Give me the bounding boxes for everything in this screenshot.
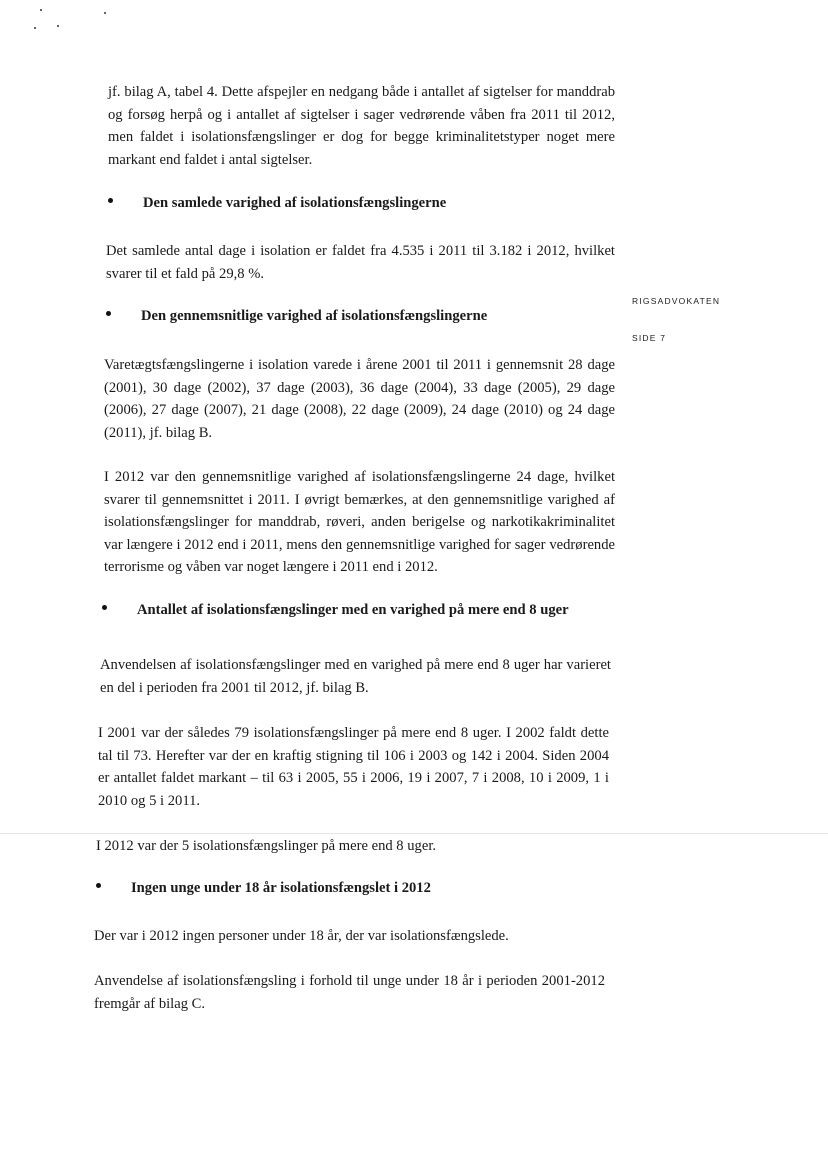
- paragraph: Der var i 2012 ingen personer under 18 år, der var isolationsfængslede.: [94, 928, 509, 944]
- section-heading-text: Ingen unge under 18 år isolationsfængslet i 2012: [131, 880, 431, 896]
- section-heading: [96, 880, 431, 897]
- section-heading-text: Den samlede varighed af isolationsfængslingerne: [143, 195, 447, 211]
- paragraph: I 2001 var der således 79 isolationsfængslinger på mere end 8 uger. I 2002 faldt dette tal til 73. Herefter var der en kraftig stigning til 106 i 2003 og 142 i 2004. Siden 2004 er antallet faldet markant – til 63 i 2005, 55 i 2006, 19 i 2007, 7 i 2008, 10 i 2009, 1 i 2010 og 5 i 2011.: [98, 725, 609, 809]
- section-heading: [106, 308, 487, 325]
- paragraph: Anvendelsen af isolationsfængslinger med en varighed på mere end 8 uger har varieret en del i perioden fra 2001 til 2012, jf. bilag B.: [100, 657, 611, 696]
- scan-fold-line: [0, 833, 828, 834]
- scan-speck: [40, 9, 42, 11]
- paragraph: Varetægtsfængslingerne i isolation varede i årene 2001 til 2011 i gennemsnit 28 dage (2001), 30 dage (2002), 37 dage (2003), 36 dage (2004), 33 dage (2005), 29 dage (2006), 27 dage (2007), 21 dage (2008), 22 dage (2009), 24 dage (2010) og 24 dage (2011), jf. bilag B.: [104, 357, 615, 441]
- scan-speck: [57, 25, 59, 27]
- section-heading: [102, 602, 569, 619]
- section-heading-text: Den gennemsnitlige varighed af isolationsfængslingerne: [141, 308, 488, 324]
- paragraph: I 2012 var den gennemsnitlige varighed af isolationsfængslingerne 24 dage, hvilket svarer til gennemsnittet i 2011. I øvrigt bemærkes, at den gennemsnitlige varighed af isolationsfængslinger for manddrab, røveri, anden berigelse og narkotikakriminalitet var længere i 2012 end i 2011, mens den gennemsnitlige varighed for sager vedrørende terrorisme og våben var noget længere i 2011 end i 2012.: [104, 469, 615, 576]
- section-heading: [108, 195, 446, 212]
- bullet-icon: [96, 883, 101, 888]
- bullet-icon: [108, 198, 113, 203]
- paragraph: Det samlede antal dage i isolation er faldet fra 4.535 i 2011 til 3.182 i 2012, hvilket svarer til et fald på 29,8 %.: [106, 243, 615, 282]
- scan-speck: [34, 27, 36, 29]
- scan-speck: [104, 12, 106, 14]
- paragraph: jf. bilag A, tabel 4. Dette afspejler en nedgang både i antallet af sigtelser for manddrab og forsøg herpå og i antallet af sigtelser i sager vedrørende våben fra 2011 til 2012, men faldet i isolationsfængslinger er dog for begge kriminalitetstyper noget mere markant end faldet i antal sigtelser.: [108, 84, 615, 168]
- page-number: SIDE 7: [632, 333, 667, 343]
- paragraph: I 2012 var der 5 isolationsfængslinger på mere end 8 uger.: [96, 838, 437, 854]
- paragraph: Anvendelse af isolationsfængsling i forhold til unge under 18 år i perioden 2001-2012 fremgår af bilag C.: [94, 973, 605, 1012]
- section-heading-text: Antallet af isolationsfængslinger med en varighed på mere end 8 uger: [137, 602, 569, 618]
- bullet-icon: [106, 311, 111, 316]
- office-label: RIGSADVOKATEN: [632, 296, 721, 306]
- bullet-icon: [102, 605, 107, 610]
